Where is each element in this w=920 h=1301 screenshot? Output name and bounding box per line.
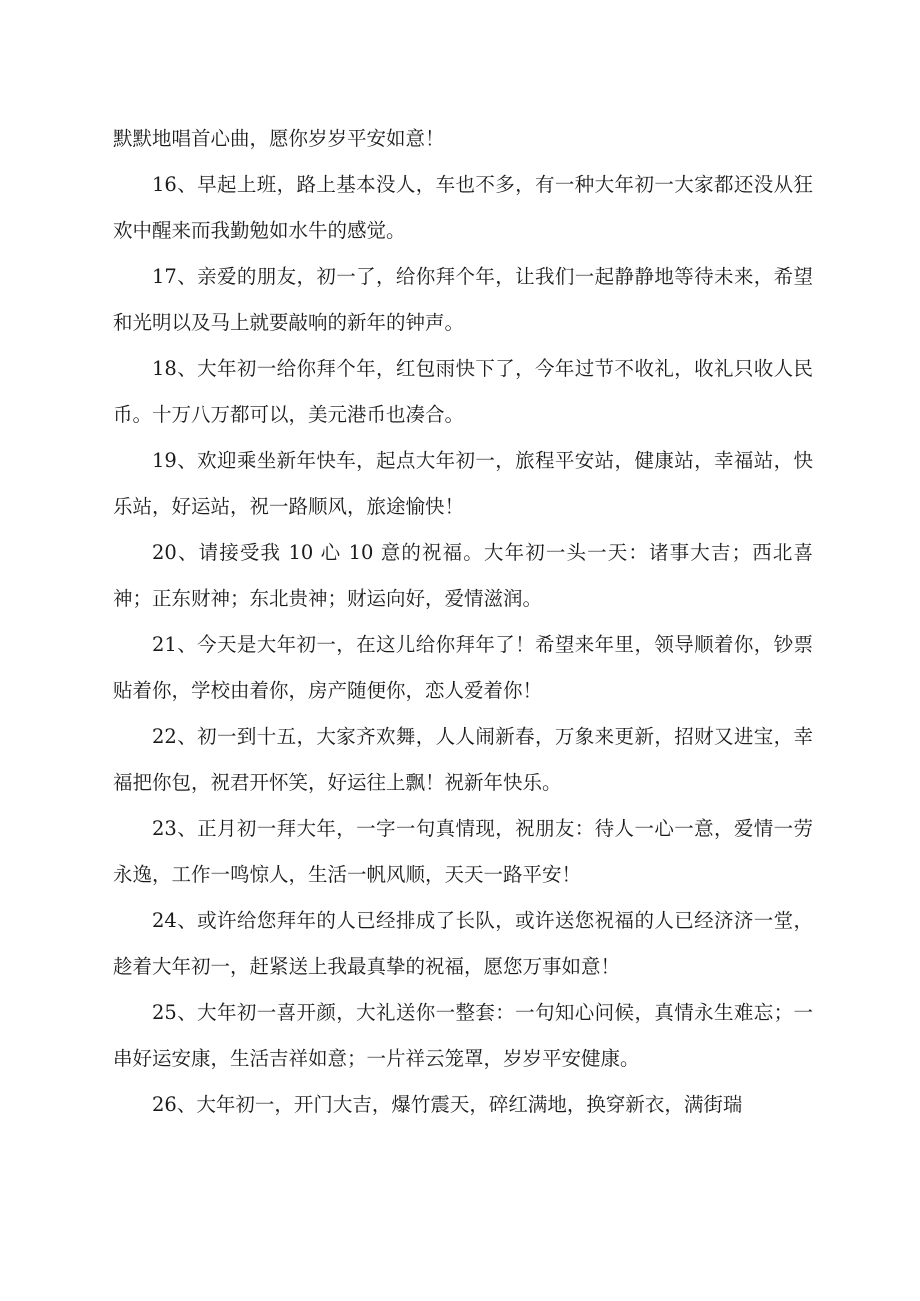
paragraph-18: 18、大年初一给你拜个年，红包雨快下了，今年过节不收礼，收礼只收人民币。十万八万都可以，美元港币也凑合。 <box>113 357 813 426</box>
paragraph-26: 26、大年初一，开门大吉，爆竹震天，碎红满地，换穿新衣，满街瑞 <box>152 1093 743 1116</box>
paragraph-21: 21、今天是大年初一，在这儿给你拜年了！希望来年里，领导顺着你，钞票贴着你，学校由着你，房产随便你，恋人爱着你！ <box>113 633 813 702</box>
paragraph-23: 23、正月初一拜大年，一字一句真情现，祝朋友：待人一心一意，爱情一劳永逸，工作一鸣惊人，生活一帆风顺，天天一路平安！ <box>113 817 813 886</box>
paragraph-continuation: 默默地唱首心曲，愿你岁岁平安如意！ <box>113 127 445 150</box>
paragraph-20: 20、请接受我 10 心 10 意的祝福。大年初一头一天：诸事大吉；西北喜神；正东财神；东北贵神；财运向好，爱情滋润。 <box>113 541 813 610</box>
paragraph-24: 24、或许给您拜年的人已经排成了长队，或许送您祝福的人已经济济一堂，趁着大年初一，赶紧送上我最真挚的祝福，愿您万事如意！ <box>113 909 813 978</box>
paragraph-19: 19、欢迎乘坐新年快车，起点大年初一，旅程平安站，健康站，幸福站，快乐站，好运站，祝一路顺风，旅途愉快！ <box>113 449 813 518</box>
document-body <box>113 116 813 1128</box>
paragraph-22: 22、初一到十五，大家齐欢舞，人人闹新春，万象来更新，招财又进宝，幸福把你包，祝君开怀笑，好运往上飘！祝新年快乐。 <box>113 725 813 794</box>
paragraph-16: 16、早起上班，路上基本没人，车也不多，有一种大年初一大家都还没从狂欢中醒来而我勤勉如水牛的感觉。 <box>113 173 813 242</box>
paragraph-17: 17、亲爱的朋友，初一了，给你拜个年，让我们一起静静地等待未来，希望和光明以及马上就要敲响的新年的钟声。 <box>113 265 813 334</box>
paragraph-25: 25、大年初一喜开颜，大礼送你一整套：一句知心问候，真情永生难忘；一串好运安康，生活吉祥如意；一片祥云笼罩，岁岁平安健康。 <box>113 1001 813 1070</box>
